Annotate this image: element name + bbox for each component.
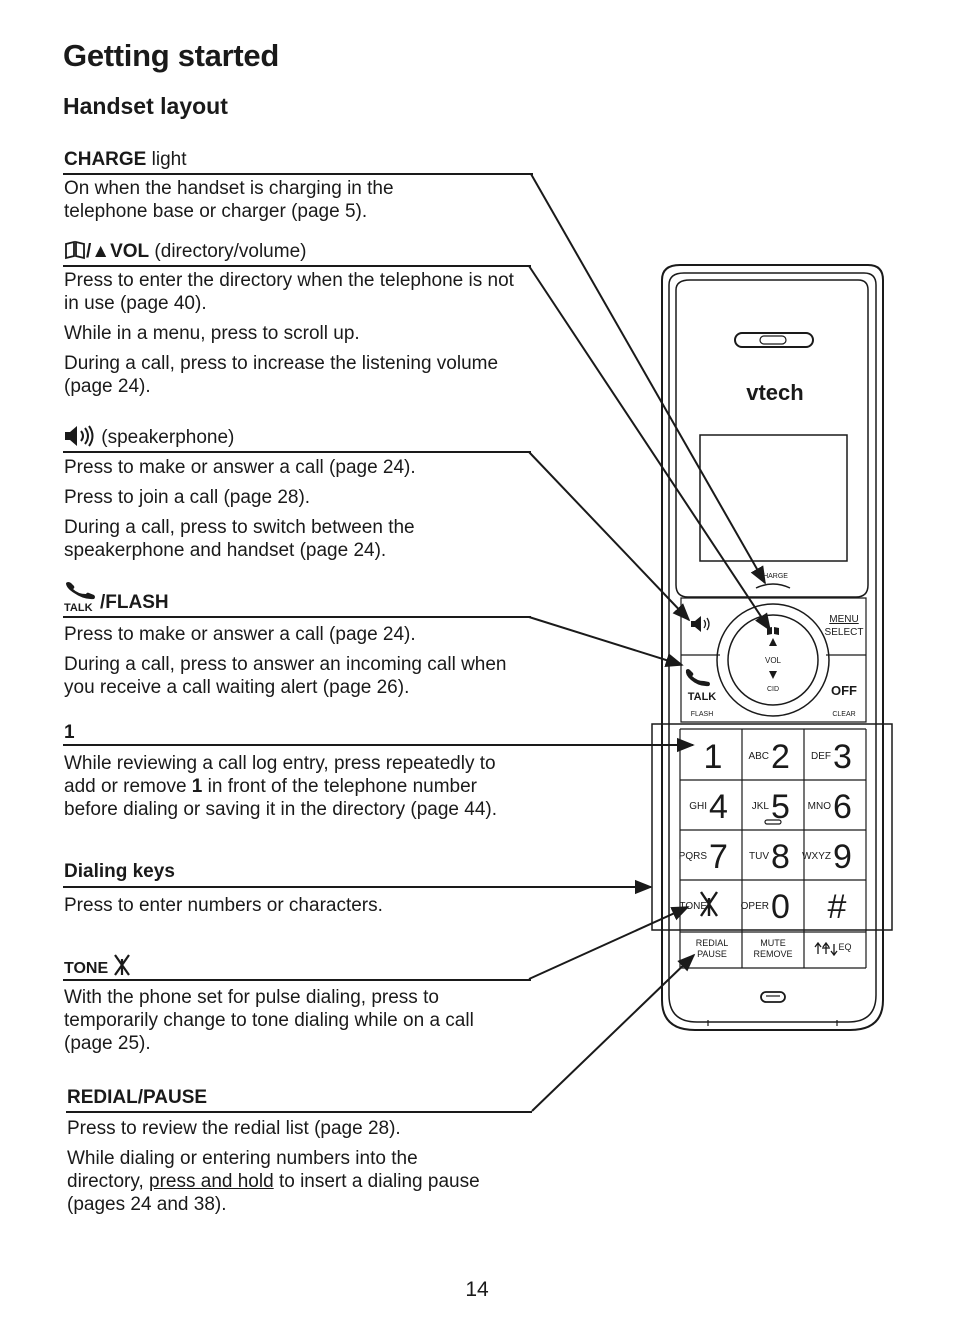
handset-down-arrow-icon (769, 671, 777, 679)
key-pound[interactable] (828, 888, 847, 926)
charge-desc: On when the handset is charging in the telephone base or charger (page 5). (64, 178, 394, 222)
key-one-desc: While reviewing a call log entry, press repeatedly to add or remove 1 in front of the telephone number before dialing or saving it in the directory (page 44). (64, 753, 498, 820)
key-1[interactable] (704, 738, 723, 776)
key-9[interactable] (802, 838, 852, 876)
handset-brand: vtech (746, 380, 804, 405)
handset-book-icon (767, 627, 779, 635)
keypad (679, 738, 852, 926)
speaker-title: (speakerphone) (64, 425, 234, 449)
key-letters: WXYZ (802, 851, 831, 862)
key-6[interactable] (808, 788, 852, 826)
key-digit: # (827, 888, 847, 926)
speaker-leader (529, 452, 689, 620)
key-letters: TONE (679, 901, 707, 912)
key-8[interactable] (749, 838, 790, 876)
key-3[interactable] (811, 738, 852, 776)
key-digit: 8 (771, 838, 790, 876)
key-digit: 5 (771, 788, 790, 826)
key-digit: 6 (833, 788, 852, 826)
key-digit: 1 (703, 738, 723, 776)
page-number: 14 (465, 1278, 489, 1301)
redial-title: REDIAL/PAUSE (67, 1087, 208, 1108)
vol-key-label: VOL (764, 656, 782, 665)
key-one-title: 1 (64, 722, 75, 743)
handset-up-arrow-icon (769, 638, 777, 646)
key-digit: 7 (709, 838, 728, 876)
vol-title: /▲VOL (directory/volume) (64, 240, 306, 263)
tone-title: TONE (64, 953, 131, 980)
mute-key-label: MUTE (760, 938, 786, 948)
flash-key-label: FLASH (690, 711, 714, 718)
redial-key-label: REDIAL (695, 938, 729, 948)
vol-leader (529, 266, 770, 630)
dialing-keys-title: Dialing keys (64, 861, 175, 882)
vol-desc-3: During a call, press to increase the listening volume (page 24). (64, 353, 499, 397)
redial-desc-2: While dialing or entering numbers into the directory, press and hold to insert a dialing pause (pages 24 and 38). (67, 1148, 480, 1215)
speaker-desc-2: Press to join a call (page 28). (64, 487, 311, 508)
select-key-label: SELECT (824, 627, 864, 638)
key-letters: GHI (689, 801, 707, 812)
redial-desc-1: Press to review the redial list (page 28). (67, 1118, 401, 1139)
page-title: Getting started (63, 38, 279, 73)
speaker-desc-1: Press to make or answer a call (page 24). (64, 457, 416, 478)
key-letters: DEF (811, 751, 831, 762)
off-key-label: OFF (831, 683, 857, 698)
handset-talk-icon (686, 669, 710, 686)
charge-led-label: CHARGE (758, 573, 788, 580)
key-7[interactable] (679, 838, 728, 876)
talk-desc-1: Press to make or answer a call (page 24). (64, 624, 416, 645)
key-0[interactable] (741, 888, 790, 926)
menu-key-label: MENU (829, 614, 859, 625)
key-digit: 2 (771, 738, 790, 776)
vol-desc-1: Press to enter the directory when the telephone is not in use (page 40). (64, 270, 514, 314)
key-digit: 0 (771, 888, 790, 926)
key-letters: PQRS (678, 851, 707, 862)
key-letters: OPER (740, 901, 769, 912)
handset-speaker-icon (691, 616, 701, 632)
cid-key-label: CID (766, 686, 780, 693)
handset-eq-icon (815, 943, 837, 955)
vol-desc-2: While in a menu, press to scroll up. (64, 323, 360, 344)
key-digit: 9 (833, 838, 852, 876)
remove-key-label: REMOVE (753, 949, 793, 959)
dialing-keys-desc: Press to enter numbers or characters. (64, 895, 383, 916)
key-letters: JKL (751, 801, 769, 812)
key-letters: TUV (749, 851, 769, 862)
key-digit: 4 (709, 788, 728, 826)
tone-desc: With the phone set for pulse dialing, press to temporarily change to tone dialing while on a call (page 25). (64, 987, 474, 1054)
key-star[interactable] (679, 892, 717, 916)
key-letters: ABC (748, 751, 769, 762)
charge-leader (531, 174, 765, 583)
tone-leader (529, 907, 688, 979)
section-heading: Handset layout (63, 93, 228, 119)
talk-desc-2: During a call, press to answer an incoming call when you receive a call waiting alert (page 26). (64, 654, 507, 698)
key-2[interactable] (748, 738, 789, 776)
charge-title: CHARGE light (64, 149, 187, 170)
clear-key-label: CLEAR (832, 711, 856, 718)
speaker-desc-3: During a call, press to switch between the speakerphone and handset (page 24). (64, 517, 415, 561)
key-4[interactable] (689, 788, 728, 826)
eq-key-label: EQ (838, 942, 852, 952)
key-letters: MNO (807, 801, 831, 812)
talk-key-label: TALK (687, 691, 717, 703)
pause-key-label: PAUSE (697, 949, 727, 959)
talk-leader (529, 617, 682, 665)
key-digit: 3 (833, 738, 852, 776)
